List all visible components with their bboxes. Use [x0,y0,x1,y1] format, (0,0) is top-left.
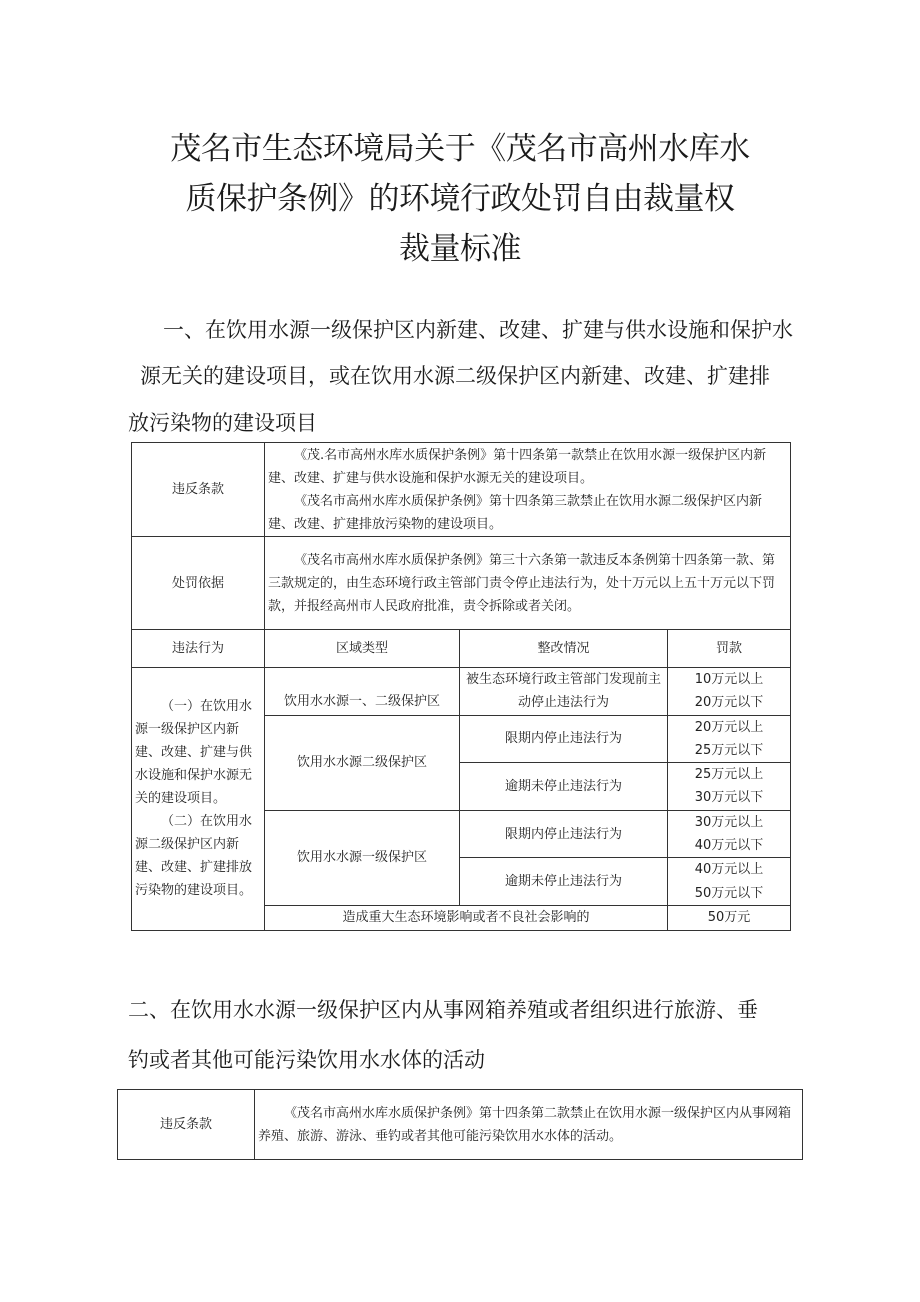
basis-paragraph: 《茂名市高州水库水质保护条例》第三十六条第一款违反本条例第十四条第一款、第三款规定的，由生态环境行政主管部门责令停止违法行为，处十万元以上五十万元以下罚款，并报经高州市人民政府批准，责令拆除或者关闭。 [268,552,776,614]
title-line: 茂名市生态环境局关于《茂名市高州水库水 [170,131,750,167]
fine-min: 20万元以上 [694,719,764,735]
section1-heading-line: 一、在饮用水源一级保护区内新建、改建、扩建与供水设施和保护水 [163,318,793,342]
penalty-table-1 [131,442,791,931]
fine-max: 40万元以下 [694,838,764,854]
violation-paragraph: 《茂.名市高州水库水质保护条例》第十四条第一款禁止在饮用水源一级保护区内新建、改建、扩建与供水设施和保护水源无关的建设项目。 [268,447,767,486]
penalty-table-2 [117,1089,803,1160]
header-behavior: 违法行为 [132,630,265,668]
header-status: 整改情况 [460,630,668,668]
status-cell: 逾期未停止违法行为 [460,858,668,906]
document-title [150,124,770,274]
region-cell: 饮用水水源一级保护区 [265,810,460,905]
behavior-paragraph: （二）在饮用水源二级保护区内新建、改建、扩建排放污染物的建设项目。 [135,814,253,899]
violation-label-cell: 违反条款 [118,1090,255,1160]
section1-heading-line: 源无关的建设项目，或在饮用水源二级保护区内新建、改建、扩建排 [140,364,770,388]
status-cell: 逾期未停止违法行为 [460,763,668,811]
fine-max: 25万元以下 [694,742,764,758]
violation-paragraph: 《茂名市高州水库水质保护条例》第十四条第二款禁止在饮用水源一级保护区内从事网箱养殖、旅游、游泳、垂钓或者其他可能污染饮用水水体的活动。 [258,1105,792,1144]
fine-cell [668,763,791,811]
fine-cell [668,668,791,716]
title-line: 裁量标准 [399,231,521,267]
header-region: 区域类型 [265,630,460,668]
section2-heading-line: 二、在饮用水水源一级保护区内从事网箱养殖或者组织进行旅游、垂 [128,998,758,1022]
serious-impact-cell: 造成重大生态环境影响或者不良社会影响的 [265,905,668,930]
fine-cell [668,810,791,858]
fine-max: 30万元以下 [694,790,764,806]
fine-min: 10万元以上 [694,672,764,687]
violation-text-cell [255,1090,803,1160]
status-cell: 限期内停止违法行为 [460,715,668,763]
behavior-cell [132,668,265,931]
violation-paragraph: 《茂名市高州水库水质保护条例》第十四条第三款禁止在饮用水源二级保护区内新建、改建、扩建排放污染物的建设项目。 [268,493,763,532]
fine-max: 20万元以下 [694,695,764,711]
violation-label-cell: 违反条款 [132,443,265,537]
serious-fine-cell: 50万元 [668,905,791,930]
fine-max: 50万元以下 [694,885,764,901]
fine-min: 30万元以上 [694,814,764,830]
title-line: 质保护条例》的环境行政处罚自由裁量权 [185,181,735,217]
fine-min: 40万元以上 [694,862,764,878]
basis-label-cell: 处罚依据 [132,537,265,630]
basis-text-cell [265,537,791,630]
header-fine: 罚款 [668,630,791,668]
section1-heading-line: 放污染物的建设项目 [128,411,317,435]
status-cell: 限期内停止违法行为 [460,810,668,858]
fine-cell [668,715,791,763]
region-cell: 饮用水水源一、二级保护区 [265,668,460,716]
violation-text-cell [265,443,791,537]
region-cell: 饮用水水源二级保护区 [265,715,460,810]
behavior-paragraph: （一）在饮用水源一级保护区内新建、改建、扩建与供水设施和保护水源无关的建设项目。 [135,699,253,807]
fine-min: 25万元以上 [694,767,764,783]
section2-heading-line: 钓或者其他可能污染饮用水水体的活动 [128,1048,485,1072]
status-cell: 被生态环境行政主管部门发现前主动停止违法行为 [460,668,668,716]
fine-cell [668,858,791,906]
